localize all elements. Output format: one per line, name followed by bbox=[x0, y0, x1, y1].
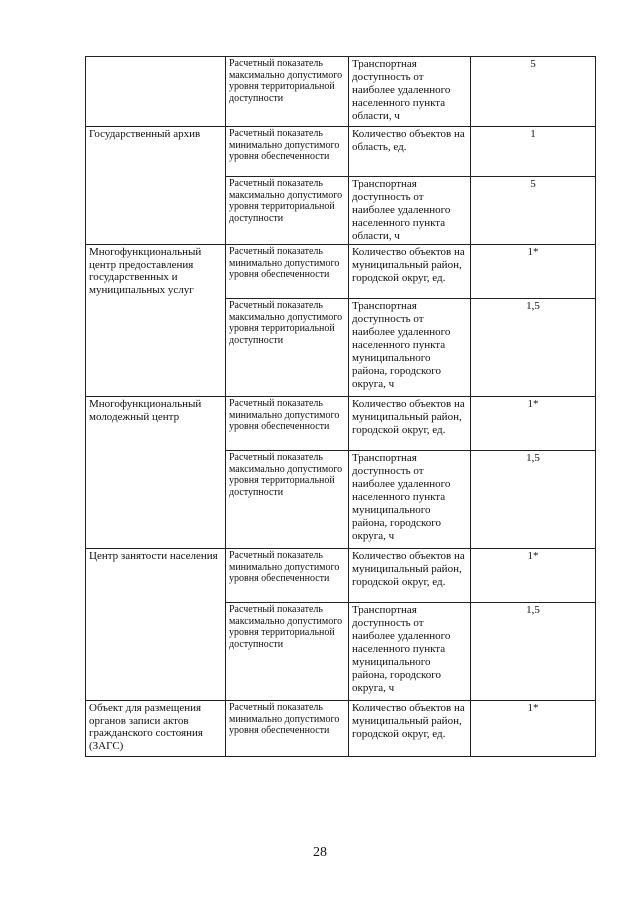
indicator-cell: Расчетный показатель максимально допустимого уровня территориальной доступности bbox=[226, 57, 349, 127]
indicator-cell: Расчетный показатель максимально допустимого уровня территориальной доступности bbox=[226, 603, 349, 701]
value-cell: 1* bbox=[471, 549, 596, 603]
object-cell: Государственный архив bbox=[86, 127, 226, 245]
unit-cell: Транспортная доступность от наиболее удаленного населенного пункта области, ч bbox=[349, 177, 471, 245]
table-row bbox=[86, 57, 596, 127]
value-cell: 1 bbox=[471, 127, 596, 177]
unit-cell: Транспортная доступность от наиболее удаленного населенного пункта муниципального района, городского округа, ч bbox=[349, 603, 471, 701]
object-cell: Многофункциональный молодежный центр bbox=[86, 397, 226, 549]
object-cell bbox=[86, 57, 226, 127]
object-cell: Центр занятости населения bbox=[86, 549, 226, 701]
unit-cell: Количество объектов на муниципальный район, городской округ, ед. bbox=[349, 701, 471, 757]
object-cell: Многофункциональный центр предоставления государственных и муниципальных услуг bbox=[86, 245, 226, 397]
value-cell: 1* bbox=[471, 245, 596, 299]
page-number: 28 bbox=[313, 845, 327, 860]
indicator-cell: Расчетный показатель минимально допустимого уровня обеспеченности bbox=[226, 549, 349, 603]
unit-cell: Количество объектов на муниципальный район, городской округ, ед. bbox=[349, 549, 471, 603]
indicator-cell: Расчетный показатель максимально допустимого уровня территориальной доступности bbox=[226, 451, 349, 549]
value-cell: 1* bbox=[471, 397, 596, 451]
standards-table bbox=[85, 56, 596, 757]
object-cell: Объект для размещения органов записи актов гражданского состояния (ЗАГС) bbox=[86, 701, 226, 757]
unit-cell: Количество объектов на область, ед. bbox=[349, 127, 471, 177]
value-cell: 1* bbox=[471, 701, 596, 757]
indicator-cell: Расчетный показатель минимально допустимого уровня обеспеченности bbox=[226, 701, 349, 757]
indicator-cell: Расчетный показатель минимально допустимого уровня обеспеченности bbox=[226, 245, 349, 299]
table-row bbox=[86, 127, 596, 177]
unit-cell: Транспортная доступность от наиболее удаленного населенного пункта области, ч bbox=[349, 57, 471, 127]
table-row bbox=[86, 701, 596, 757]
unit-cell: Количество объектов на муниципальный район, городской округ, ед. bbox=[349, 245, 471, 299]
value-cell: 1,5 bbox=[471, 603, 596, 701]
indicator-cell: Расчетный показатель минимально допустимого уровня обеспеченности bbox=[226, 397, 349, 451]
value-cell: 1,5 bbox=[471, 451, 596, 549]
table-row bbox=[86, 245, 596, 299]
indicator-cell: Расчетный показатель минимально допустимого уровня обеспеченности bbox=[226, 127, 349, 177]
table-row bbox=[86, 549, 596, 603]
unit-cell: Количество объектов на муниципальный район, городской округ, ед. bbox=[349, 397, 471, 451]
indicator-cell: Расчетный показатель максимально допустимого уровня территориальной доступности bbox=[226, 177, 349, 245]
unit-cell: Транспортная доступность от наиболее удаленного населенного пункта муниципального района, городского округа, ч bbox=[349, 451, 471, 549]
indicator-cell: Расчетный показатель максимально допустимого уровня территориальной доступности bbox=[226, 299, 349, 397]
value-cell: 5 bbox=[471, 177, 596, 245]
value-cell: 5 bbox=[471, 57, 596, 127]
value-cell: 1,5 bbox=[471, 299, 596, 397]
unit-cell: Транспортная доступность от наиболее удаленного населенного пункта муниципального района, городского округа, ч bbox=[349, 299, 471, 397]
table-row bbox=[86, 397, 596, 451]
